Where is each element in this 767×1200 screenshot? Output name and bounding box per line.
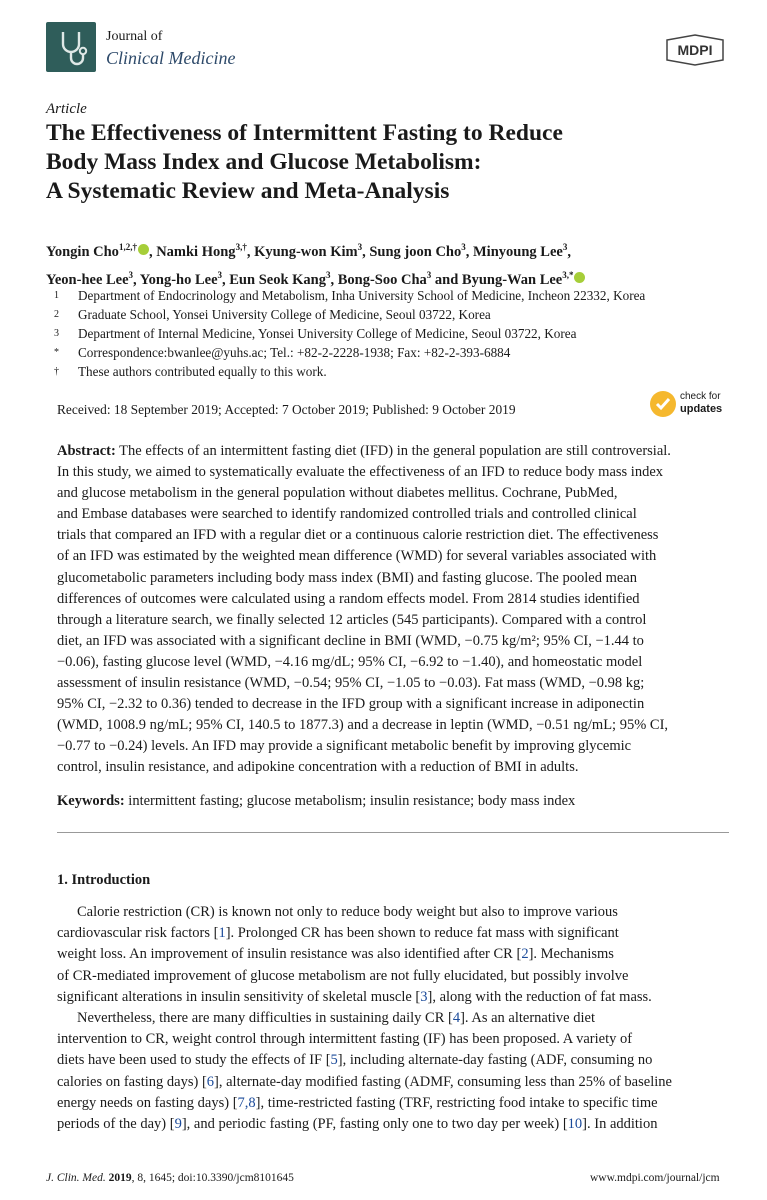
abstract-line: −0.06), fasting glucose level (WMD, −4.16 mg/dL; 95% CI, −6.92 to −1.40), and homeostatic model — [57, 653, 643, 670]
orcid-icon[interactable] — [574, 272, 585, 283]
abstract-label: Abstract: — [57, 443, 116, 459]
section-heading: 1. Introduction — [57, 872, 151, 888]
keywords-label: Keywords: — [57, 793, 125, 809]
equal-contribution-note: † These authors contributed equally to this work. — [54, 364, 327, 379]
abstract-line: glucometabolic parameters including body mass index (BMI) and fasting glucose. The pooled mean — [57, 569, 637, 586]
title-line: The Effectiveness of Intermittent Fasting to Reduce — [46, 120, 563, 146]
affiliation-item: 3 Department of Internal Medicine, Yonsei University College of Medicine, Seoul 03722, Korea — [54, 326, 577, 341]
paragraph-line: energy needs on fasting days) [7,8], time-restricted fasting (TRF, restricting food intake to specific time — [57, 1094, 658, 1111]
journal-name-line1: Journal of — [106, 29, 163, 44]
orcid-icon[interactable] — [138, 244, 149, 255]
abstract-line: In this study, we aimed to systematically evaluate the effectiveness of an IFD to reduce body mass index — [57, 464, 664, 481]
title-line: Body Mass Index and Glucose Metabolism: — [46, 149, 482, 175]
paragraph-line: Calorie restriction (CR) is known not only to reduce body weight but also to improve various — [77, 904, 618, 920]
citation-footer — [46, 1172, 294, 1184]
author-line: Yongin Cho$^{1,2,\dagger}$ , Namki Hong$^{3,\dagger}$, Kyung-won Kim$^3$, Sung joon Cho$^3$, Minyoung Lee$^3$, — [46, 242, 571, 260]
paragraph-line: of CR-mediated improvement of glucose metabolism are not fully elucidated, but possibly involve — [57, 967, 629, 984]
check-for-updates-badge[interactable] — [650, 391, 732, 419]
journal-url[interactable]: www.mdpi.com/journal/jcm — [590, 1172, 720, 1184]
article-title — [46, 119, 736, 206]
correspondence: * Correspondence:bwanlee@yuhs.ac; Tel.: +82-2-2228-1938; Fax: +82-2-393-6884 — [54, 345, 511, 360]
abstract-line: assessment of insulin resistance (WMD, −0.54; 95% CI, −1.05 to −0.03). Fat mass (WMD, −0.98 kg; — [57, 675, 645, 692]
author-name[interactable]: Minyoung Lee$^3$ — [472, 242, 568, 260]
journal-abbreviation: J. Clin. Med. — [46, 1172, 106, 1184]
abstract-line: differences of outcomes were calculated using a random effects model. From 2814 studies identified — [57, 590, 640, 607]
author-name[interactable]: Namki Hong$^{3,\dagger}$ — [156, 242, 247, 260]
check-updates-line2: updates — [680, 403, 723, 415]
citation-link[interactable]: 2 — [521, 946, 529, 963]
abstract — [57, 441, 733, 779]
paragraph-line: periods of the day) [9], and periodic fasting (PF, fasting only one to two day per week) [10]. In addition — [57, 1116, 658, 1133]
citation-link[interactable]: 4 — [452, 1010, 461, 1027]
author-name[interactable]: Yong-ho Lee$^3$ — [139, 269, 223, 288]
author-name[interactable]: Kyung-won Kim$^3$ — [254, 242, 363, 260]
paragraph-line: weight loss. An improvement of insulin resistance was also identified after CR [2]. Mechanisms — [57, 946, 614, 963]
paragraph-line: significant alterations in insulin sensitivity of skeletal muscle [3], along with the reduction of fat mass. — [57, 988, 652, 1005]
publisher-name: MDPI — [677, 42, 713, 58]
abstract-line: and glucose metabolism in the general population without diabetes mellitus. Cochrane, PubMed, — [57, 485, 618, 502]
author-name[interactable]: Eun Seok Kang$^3$ — [229, 269, 331, 288]
citation-details: , 8, 1645; doi:10.3390/jcm8101645 — [131, 1172, 294, 1184]
check-updates-line1: check for — [680, 391, 721, 402]
keywords — [57, 793, 575, 810]
abstract-line: 95% CI, −2.32 to 0.36) tended to decrease in the IFD group with a significant increase in adiponectin — [57, 696, 645, 713]
author-name[interactable]: Yongin Cho$^{1,2,\dagger}$ — [46, 244, 149, 260]
author-list — [46, 236, 746, 292]
journal-logo — [46, 22, 96, 72]
paragraph-line: calories on fasting days) [6], alternate-day modified fasting (ADMF, consuming less than 25% of baseline — [57, 1073, 672, 1090]
check-updates-icon — [650, 391, 676, 417]
citation-link[interactable]: 3 — [420, 988, 428, 1005]
paragraph-line: diets have been used to study the effects of IF [5], including alternate-day fasting (ADF, consuming no — [57, 1052, 653, 1069]
abstract-line: Abstract: The effects of an intermittent fasting diet (IFD) in the general population are still controversial. — [57, 443, 671, 459]
abstract-line: and Embase databases were searched to identify randomized controlled trials and controlled clinical — [57, 506, 637, 523]
stethoscope-icon — [46, 22, 96, 72]
author-line: Yeon-hee Lee$^3$, Yong-ho Lee$^3$, Eun Seok Kang$^3$, Bong-Soo Cha$^3$ and Byung-Wan Lee$^{3,*}$ — [46, 264, 746, 292]
affiliation-list — [46, 286, 746, 381]
keywords-text: intermittent fasting; glucose metabolism; insulin resistance; body mass index — [124, 793, 576, 809]
citation-link[interactable]: 7,8 — [237, 1094, 256, 1111]
abstract-line: through a literature search, we finally selected 12 articles (545 participants). Compared with a control — [57, 611, 647, 628]
affiliation-item: 2 Graduate School, Yonsei University College of Medicine, Seoul 03722, Korea — [54, 307, 491, 322]
affiliation-item: 1 Department of Endocrinology and Metabolism, Inha University School of Medicine, Incheon 22332, Korea — [54, 288, 646, 303]
citation-link[interactable]: 5 — [330, 1052, 338, 1069]
citation-link[interactable]: 1 — [218, 925, 226, 942]
mdpi-logo — [664, 34, 726, 66]
citation-link[interactable]: 6 — [206, 1073, 215, 1090]
author-name[interactable]: Byung-Wan Lee$^{3,*}$ — [462, 272, 586, 288]
author-name[interactable]: Sung joon Cho$^3$ — [369, 242, 466, 260]
citation-link[interactable]: 10 — [567, 1116, 583, 1133]
title-line: A Systematic Review and Meta-Analysis — [46, 178, 450, 204]
article-type: Article — [46, 101, 87, 117]
journal-name-line2: Clinical Medicine — [106, 48, 236, 68]
abstract-line: −0.77 to −0.24) levels. An IFD may provide a significant metabolic benefit by improving glycemic — [57, 738, 632, 755]
divider — [57, 832, 729, 833]
citation-link[interactable]: 9 — [174, 1116, 182, 1133]
paragraph-line: intervention to CR, weight control through intermittent fasting (IF) has been proposed. A variety of — [57, 1031, 633, 1048]
abstract-line: diet, an IFD was associated with a significant decline in BMI (WMD, −0.75 kg/m²; 95% CI, −1.44 to — [57, 632, 644, 649]
author-name[interactable]: Yeon-hee Lee$^3$ — [46, 269, 134, 288]
publication-dates: Received: 18 September 2019; Accepted: 7 October 2019; Published: 9 October 2019 — [57, 402, 516, 417]
abstract-line: (WMD, 1008.9 ng/mL; 95% CI, 140.5 to 1877.3) and a decrease in leptin (WMD, −0.51 ng/mL; 95% CI, — [57, 717, 669, 734]
abstract-line: of an IFD was estimated by the weighted mean difference (WMD) for several variables associated with — [57, 548, 657, 565]
paragraph-line: Nevertheless, there are many difficulties in sustaining daily CR [4]. As an alternative diet — [77, 1010, 595, 1027]
abstract-line: trials that compared an IFD with a regular diet or a continuous calorie restriction diet. The effectiveness — [57, 527, 659, 544]
year: 2019 — [108, 1172, 132, 1184]
abstract-line: control, insulin resistance, and adipokine concentration with a reduction of BMI in adults. — [57, 759, 579, 776]
introduction-body — [57, 902, 733, 1135]
paragraph-line: cardiovascular risk factors [1]. Prolonged CR has been shown to reduce fat mass with significant — [57, 925, 619, 942]
author-name[interactable]: Bong-Soo Cha$^3$ — [337, 269, 432, 288]
